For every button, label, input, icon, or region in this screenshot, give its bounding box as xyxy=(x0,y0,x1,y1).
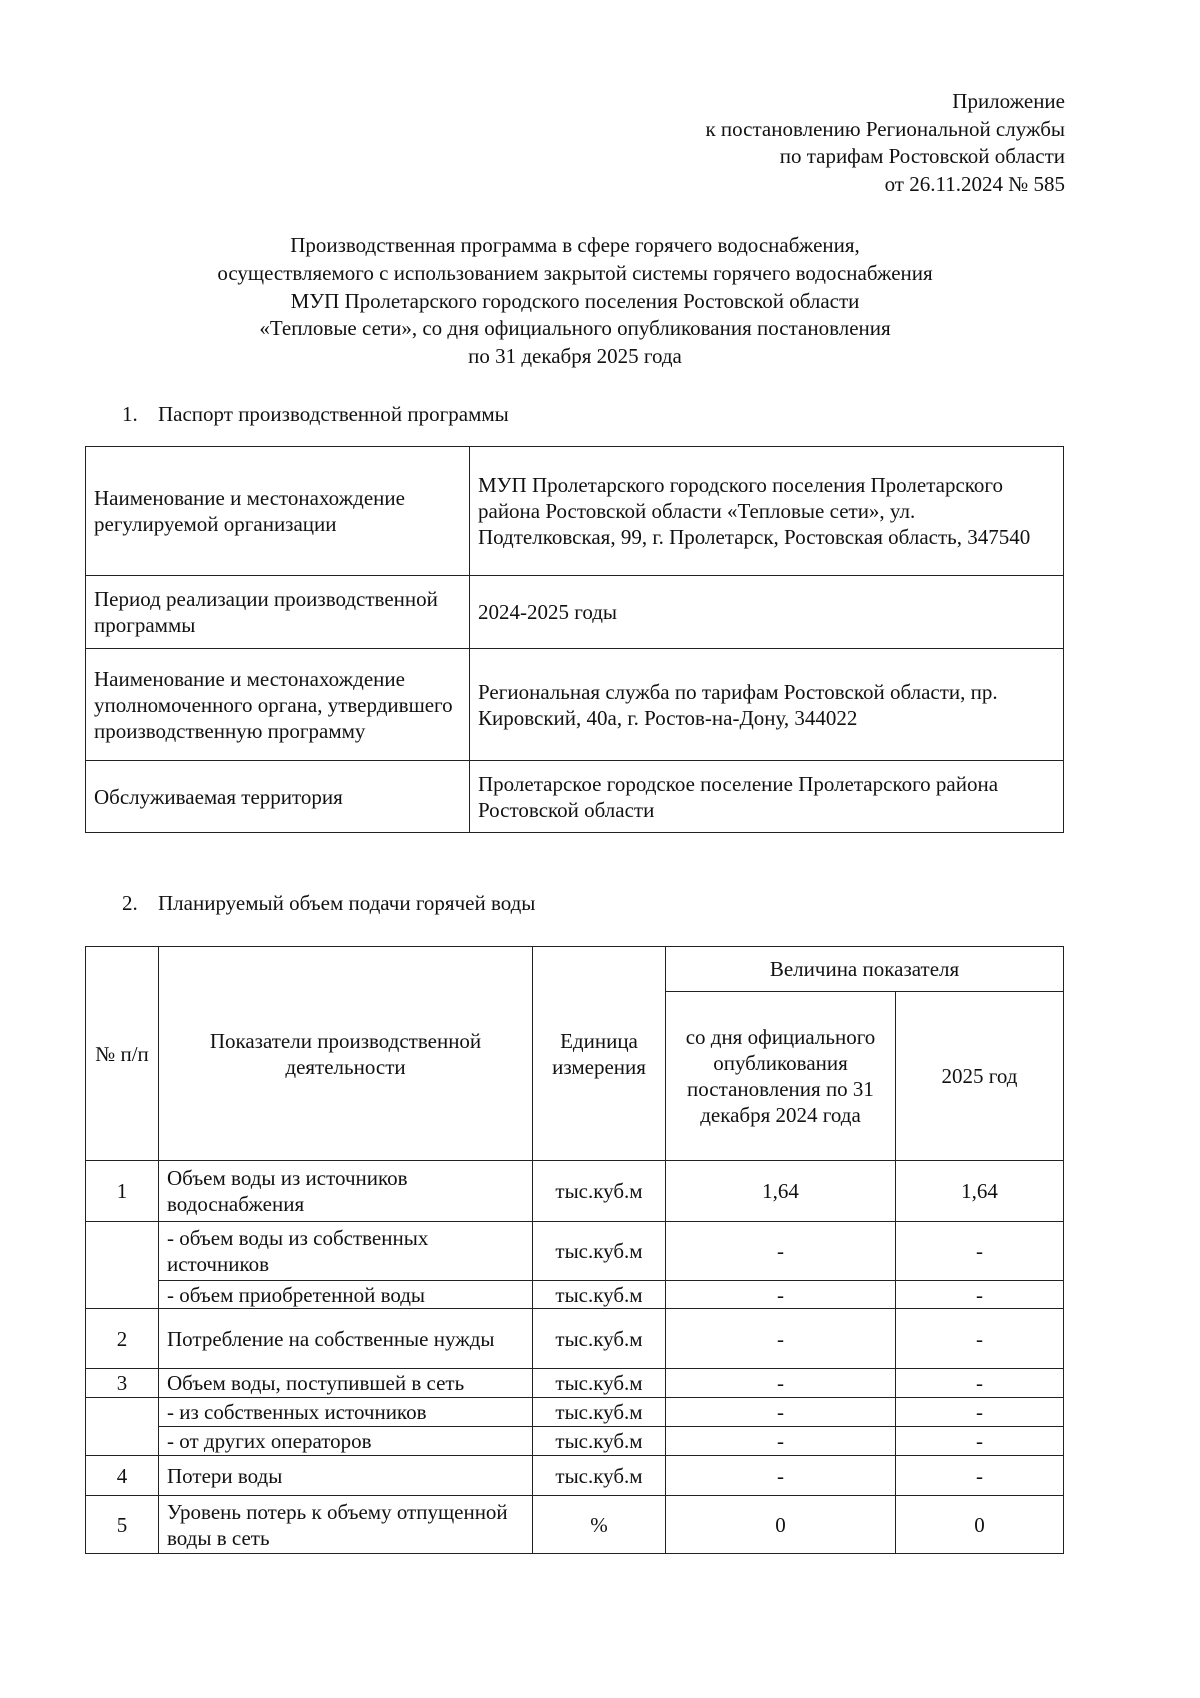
appendix-header xyxy=(705,88,1065,198)
header-period-1: со дня официального опубликования постановления по 31 декабря 2024 года xyxy=(666,992,896,1161)
table-row xyxy=(86,1369,1064,1398)
table-row xyxy=(86,1456,1064,1496)
row-label: Период реализации производственной программы xyxy=(86,576,470,649)
row-value-1: - xyxy=(666,1398,896,1427)
row-num: 2 xyxy=(86,1309,159,1369)
table-row xyxy=(86,447,1064,576)
row-value-1: - xyxy=(666,1456,896,1496)
row-num: 4 xyxy=(86,1456,159,1496)
row-value-1: - xyxy=(666,1369,896,1398)
table-row xyxy=(86,649,1064,761)
water-volume-table xyxy=(85,946,1064,1554)
row-unit: тыс.куб.м xyxy=(533,1161,666,1222)
header-indicator: Показатели производственной деятельности xyxy=(159,947,533,1161)
row-label: Наименование и местонахождение уполномоченного органа, утвердившего производственную программу xyxy=(86,649,470,761)
row-name: Уровень потерь к объему отпущенной воды в сеть xyxy=(159,1496,533,1554)
row-value-1: - xyxy=(666,1281,896,1309)
row-unit: тыс.куб.м xyxy=(533,1309,666,1369)
row-value-2: - xyxy=(896,1222,1064,1281)
row-unit: тыс.куб.м xyxy=(533,1427,666,1456)
section-1-heading xyxy=(122,402,509,427)
appendix-line: к постановлению Региональной службы xyxy=(705,116,1065,141)
title-line: Производственная программа в сфере горячего водоснабжения, xyxy=(290,233,860,257)
row-value-2: - xyxy=(896,1398,1064,1427)
row-value: 2024-2025 годы xyxy=(470,576,1064,649)
table-row xyxy=(86,1281,1064,1309)
appendix-line: от 26.11.2024 № 585 xyxy=(884,171,1065,196)
title-line: по 31 декабря 2025 года xyxy=(468,344,682,369)
row-value-2: - xyxy=(896,1369,1064,1398)
row-value-1: 0 xyxy=(666,1496,896,1554)
row-value-1: 1,64 xyxy=(666,1161,896,1222)
title-line: «Тепловые сети», со дня официального опубликования постановления xyxy=(259,316,891,341)
table-row xyxy=(86,1222,1064,1281)
row-value-1: - xyxy=(666,1309,896,1369)
row-value: Пролетарское городское поселение Пролетарского района Ростовской области xyxy=(470,761,1064,833)
header-unit: Единица измерения xyxy=(533,947,666,1161)
row-num: 3 xyxy=(86,1369,159,1398)
row-unit: % xyxy=(533,1496,666,1554)
header-period-2: 2025 год xyxy=(896,992,1064,1161)
table-row xyxy=(86,1496,1064,1554)
section-number: 1. xyxy=(122,402,138,426)
header-num: № п/п xyxy=(86,947,159,1161)
header-value-group: Величина показателя xyxy=(666,947,1064,992)
row-value: Региональная служба по тарифам Ростовской области, пр. Кировский, 40а, г. Ростов-на-Дону, 344022 xyxy=(470,649,1064,761)
row-value-1: - xyxy=(666,1427,896,1456)
section-number: 2. xyxy=(122,891,138,915)
header-row xyxy=(86,947,1064,992)
row-value-2: - xyxy=(896,1281,1064,1309)
row-num: 5 xyxy=(86,1496,159,1554)
row-unit: тыс.куб.м xyxy=(533,1222,666,1281)
row-label: Обслуживаемая территория xyxy=(86,761,470,833)
row-value-2: - xyxy=(896,1309,1064,1369)
row-value-2: - xyxy=(896,1456,1064,1496)
row-unit: тыс.куб.м xyxy=(533,1456,666,1496)
row-unit: тыс.куб.м xyxy=(533,1281,666,1309)
row-name: - объем приобретенной воды xyxy=(159,1281,533,1309)
table-row xyxy=(86,1398,1064,1427)
row-name: Объем воды из источников водоснабжения xyxy=(159,1161,533,1222)
row-num: 1 xyxy=(86,1161,159,1222)
section-title: Планируемый объем подачи горячей воды xyxy=(158,891,536,915)
section-title: Паспорт производственной программы xyxy=(158,402,509,426)
table-row xyxy=(86,1161,1064,1222)
title-line: МУП Пролетарского городского поселения Ростовской области xyxy=(290,288,860,313)
document-title xyxy=(0,232,1150,371)
table-row xyxy=(86,576,1064,649)
table-row xyxy=(86,1309,1064,1369)
passport-table xyxy=(85,446,1064,833)
appendix-line: по тарифам Ростовской области xyxy=(779,144,1065,168)
appendix-line: Приложение xyxy=(952,89,1065,113)
table-row xyxy=(86,761,1064,833)
row-value-2: 1,64 xyxy=(896,1161,1064,1222)
row-value: МУП Пролетарского городского поселения Пролетарского района Ростовской области «Тепловые сети», ул. Подтелковская, 99, г. Пролетарск, Ростовская область, 347540 xyxy=(470,447,1064,576)
row-name: - объем воды из собственных источников xyxy=(159,1222,533,1281)
row-name: Объем воды, поступившей в сеть xyxy=(159,1369,533,1398)
row-value-2: 0 xyxy=(896,1496,1064,1554)
row-num xyxy=(86,1222,159,1309)
row-unit: тыс.куб.м xyxy=(533,1369,666,1398)
row-name: - из собственных источников xyxy=(159,1398,533,1427)
section-2-heading xyxy=(122,891,535,916)
table-row xyxy=(86,1427,1064,1456)
row-num xyxy=(86,1398,159,1456)
title-line: осуществляемого с использованием закрытой системы горячего водоснабжения xyxy=(217,260,933,285)
row-name: Потери воды xyxy=(159,1456,533,1496)
row-label: Наименование и местонахождение регулируемой организации xyxy=(86,447,470,576)
row-unit: тыс.куб.м xyxy=(533,1398,666,1427)
row-name: - от других операторов xyxy=(159,1427,533,1456)
row-name: Потребление на собственные нужды xyxy=(159,1309,533,1369)
row-value-2: - xyxy=(896,1427,1064,1456)
row-value-1: - xyxy=(666,1222,896,1281)
